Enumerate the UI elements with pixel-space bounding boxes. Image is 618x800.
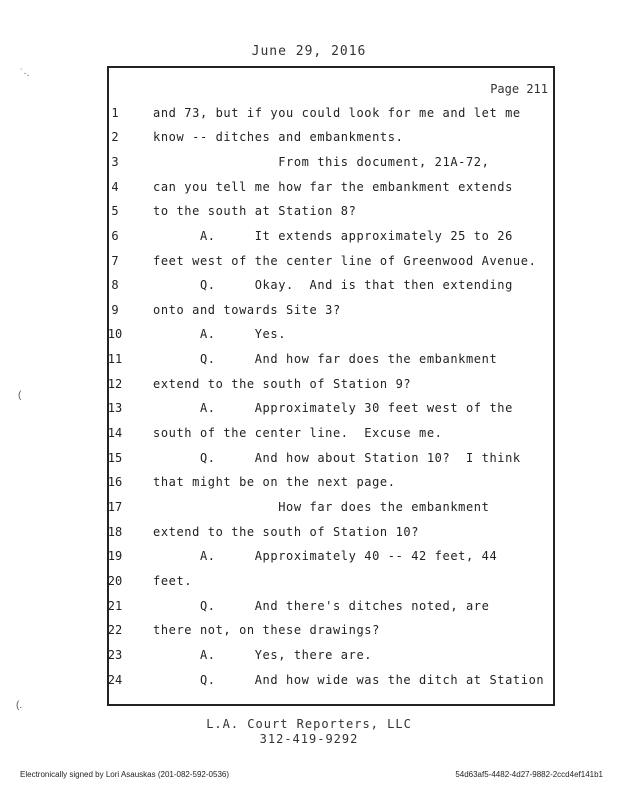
line-text: Q. And there's ditches noted, are — [153, 599, 490, 613]
line-text: and 73, but if you could look for me and let me — [153, 106, 521, 120]
line-number: 13 — [107, 401, 123, 415]
line-text: onto and towards Site 3? — [153, 303, 341, 317]
line-number: 22 — [107, 623, 123, 637]
line-number: 4 — [111, 180, 119, 194]
line-number: 12 — [107, 377, 123, 391]
line-number: 3 — [111, 155, 119, 169]
line-number: 11 — [107, 352, 123, 366]
line-number: 1 — [111, 106, 119, 120]
line-number: 14 — [107, 426, 123, 440]
line-text: Q. And how wide was the ditch at Station — [153, 673, 545, 687]
court-reporter-phone: 312-419-9292 — [259, 732, 359, 746]
scan-mark-icon: ˙·. — [20, 68, 30, 79]
scan-mark-icon: (. — [16, 700, 23, 711]
line-text: Q. Okay. And is that then extending — [153, 278, 513, 292]
line-text: south of the center line. Excuse me. — [153, 426, 443, 440]
line-number: 24 — [107, 673, 123, 687]
line-number: 15 — [107, 451, 123, 465]
scan-mark-icon: ( — [18, 390, 22, 401]
line-number: 16 — [107, 475, 123, 489]
line-text: that might be on the next page. — [153, 475, 396, 489]
line-number: 19 — [107, 549, 123, 563]
line-number: 18 — [107, 525, 123, 539]
line-text: Q. And how about Station 10? I think — [153, 451, 521, 465]
line-number: 7 — [111, 254, 119, 268]
line-number: 21 — [107, 599, 123, 613]
line-text: From this document, 21A-72, — [153, 155, 490, 169]
line-number: 2 — [111, 130, 119, 144]
header-date: June 29, 2016 — [251, 44, 367, 59]
line-number: 9 — [111, 303, 119, 317]
line-text: Q. And how far does the embankment — [153, 352, 498, 366]
line-text: feet west of the center line of Greenwood Avenue. — [153, 254, 537, 268]
line-text: can you tell me how far the embankment extends — [153, 180, 513, 194]
document-id: 54d63af5-4482-4d27-9882-2ccd4ef141b1 — [455, 770, 603, 779]
line-number: 8 — [111, 278, 119, 292]
line-text: extend to the south of Station 9? — [153, 377, 412, 391]
line-text: feet. — [153, 574, 193, 588]
line-text: A. Approximately 40 -- 42 feet, 44 — [153, 549, 498, 563]
line-text: A. Approximately 30 feet west of the — [153, 401, 513, 415]
line-text: there not, on these drawings? — [153, 623, 380, 637]
line-text: A. Yes, there are. — [153, 648, 373, 662]
electronic-signature: Electronically signed by Lori Asauskas (201-082-592-0536) — [20, 770, 230, 779]
line-number: 5 — [111, 204, 119, 218]
line-text: A. Yes. — [153, 327, 287, 341]
line-text: How far does the embankment — [153, 500, 490, 514]
line-number: 10 — [107, 327, 123, 341]
line-number: 23 — [107, 648, 123, 662]
line-number: 20 — [107, 574, 123, 588]
line-number: 6 — [111, 229, 119, 243]
page-number: Page 211 — [490, 82, 548, 96]
line-text: extend to the south of Station 10? — [153, 525, 420, 539]
line-number: 17 — [107, 500, 123, 514]
court-reporter-firm: L.A. Court Reporters, LLC — [206, 717, 412, 731]
line-text: to the south at Station 8? — [153, 204, 357, 218]
line-text: A. It extends approximately 25 to 26 — [153, 229, 513, 243]
line-text: know -- ditches and embankments. — [153, 130, 404, 144]
